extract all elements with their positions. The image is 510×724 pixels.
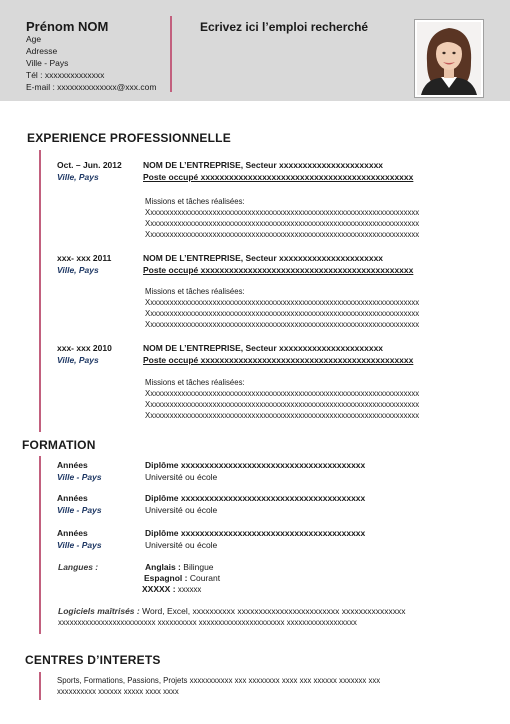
- experience-mission-line: Xxxxxxxxxxxxxxxxxxxxxxxxxxxxxxxxxxxxxxxxxxxxxxxxxxxxxxxxxxxxxxxxxxxxxx: [145, 400, 420, 409]
- formation-years: Années: [57, 493, 88, 503]
- software-label: Logiciels maîtrisés :: [58, 606, 140, 616]
- language-item: [144, 573, 220, 584]
- formation-years: Années: [57, 460, 88, 470]
- formation-diploma: Diplôme xxxxxxxxxxxxxxxxxxxxxxxxxxxxxxxxxxxxxxx: [145, 493, 366, 503]
- experience-accent-bar: [39, 150, 41, 432]
- formation-school: Université ou école: [145, 472, 218, 482]
- candidate-email: E-mail : xxxxxxxxxxxxxx@xxx.com: [26, 82, 157, 92]
- language-name: Anglais :: [145, 562, 181, 572]
- experience-location: Ville, Pays: [57, 265, 99, 275]
- interests-line: xxxxxxxxxx xxxxxx xxxxx xxxx xxxx: [57, 687, 179, 696]
- formation-school: Université ou école: [145, 505, 218, 515]
- candidate-phone: Tél : xxxxxxxxxxxxxx: [26, 70, 105, 80]
- interests-line: Sports, Formations, Passions, Projets xxxxxxxxxxx xxx xxxxxxxx xxxx xxx xxxxxx xxxxxxx xxx: [57, 676, 381, 685]
- profile-photo: [414, 19, 484, 98]
- software-list-continued: xxxxxxxxxxxxxxxxxxxxxxxxx xxxxxxxxxx xxxxxxxxxxxxxxxxxxxxxx xxxxxxxxxxxxxxxxxx: [58, 618, 357, 627]
- language-item: [142, 584, 201, 595]
- job-title: Ecrivez ici l’emploi recherché: [200, 20, 369, 34]
- candidate-name: Prénom NOM: [26, 19, 109, 34]
- language-level: Bilingue: [183, 562, 214, 572]
- formation-years: Années: [57, 528, 88, 538]
- interests-section-title: CENTRES D’INTERETS: [25, 653, 161, 667]
- experience-position: Poste occupé xxxxxxxxxxxxxxxxxxxxxxxxxxxxxxxxxxxxxxxxxxxxx: [143, 172, 414, 182]
- experience-missions-label: Missions et tâches réalisées:: [145, 197, 245, 206]
- language-item: [145, 562, 214, 573]
- header-band: [0, 0, 510, 101]
- experience-mission-line: Xxxxxxxxxxxxxxxxxxxxxxxxxxxxxxxxxxxxxxxxxxxxxxxxxxxxxxxxxxxxxxxxxxxxxx: [145, 219, 420, 228]
- formation-diploma: Diplôme xxxxxxxxxxxxxxxxxxxxxxxxxxxxxxxxxxxxxxx: [145, 528, 366, 538]
- software-line: [58, 606, 405, 617]
- experience-date: xxx- xxx 2010: [57, 343, 112, 353]
- experience-missions-label: Missions et tâches réalisées:: [145, 378, 245, 387]
- interests-accent-bar: [39, 672, 41, 700]
- languages-label: Langues :: [58, 562, 99, 572]
- language-level: Courant: [189, 573, 221, 583]
- software-list: Word, Excel, xxxxxxxxxx xxxxxxxxxxxxxxxxxxxxxxxx xxxxxxxxxxxxxxx: [142, 606, 406, 616]
- language-name: Espagnol :: [144, 573, 188, 583]
- formation-location: Ville - Pays: [57, 540, 102, 550]
- formation-diploma: Diplôme xxxxxxxxxxxxxxxxxxxxxxxxxxxxxxxxxxxxxxx: [145, 460, 366, 470]
- language-name: XXXXX :: [142, 584, 176, 594]
- experience-mission-line: Xxxxxxxxxxxxxxxxxxxxxxxxxxxxxxxxxxxxxxxxxxxxxxxxxxxxxxxxxxxxxxxxxxxxxx: [145, 320, 420, 329]
- experience-mission-line: Xxxxxxxxxxxxxxxxxxxxxxxxxxxxxxxxxxxxxxxxxxxxxxxxxxxxxxxxxxxxxxxxxxxxxx: [145, 411, 420, 420]
- language-level: xxxxxx: [177, 585, 202, 594]
- experience-company: NOM DE L’ENTREPRISE, Secteur xxxxxxxxxxxxxxxxxxxxxx: [143, 160, 384, 170]
- experience-date: xxx- xxx 2011: [57, 253, 112, 263]
- experience-date: Oct. – Jun. 2012: [57, 160, 122, 170]
- experience-mission-line: Xxxxxxxxxxxxxxxxxxxxxxxxxxxxxxxxxxxxxxxxxxxxxxxxxxxxxxxxxxxxxxxxxxxxxx: [145, 208, 420, 217]
- formation-location: Ville - Pays: [57, 505, 102, 515]
- header-divider: [170, 16, 172, 92]
- experience-position: Poste occupé xxxxxxxxxxxxxxxxxxxxxxxxxxxxxxxxxxxxxxxxxxxxx: [143, 355, 414, 365]
- experience-mission-line: Xxxxxxxxxxxxxxxxxxxxxxxxxxxxxxxxxxxxxxxxxxxxxxxxxxxxxxxxxxxxxxxxxxxxxx: [145, 298, 420, 307]
- experience-location: Ville, Pays: [57, 355, 99, 365]
- experience-mission-line: Xxxxxxxxxxxxxxxxxxxxxxxxxxxxxxxxxxxxxxxxxxxxxxxxxxxxxxxxxxxxxxxxxxxxxx: [145, 230, 420, 239]
- formation-location: Ville - Pays: [57, 472, 102, 482]
- portrait-image: [417, 22, 481, 95]
- experience-mission-line: Xxxxxxxxxxxxxxxxxxxxxxxxxxxxxxxxxxxxxxxxxxxxxxxxxxxxxxxxxxxxxxxxxxxxxx: [145, 309, 420, 318]
- formation-section-title: FORMATION: [22, 438, 96, 452]
- formation-accent-bar: [39, 456, 41, 634]
- experience-company: NOM DE L’ENTREPRISE, Secteur xxxxxxxxxxxxxxxxxxxxxx: [143, 343, 384, 353]
- experience-position: Poste occupé xxxxxxxxxxxxxxxxxxxxxxxxxxxxxxxxxxxxxxxxxxxxx: [143, 265, 414, 275]
- candidate-age: Age: [26, 34, 42, 44]
- experience-missions-label: Missions et tâches réalisées:: [145, 287, 245, 296]
- formation-school: Université ou école: [145, 540, 218, 550]
- experience-mission-line: Xxxxxxxxxxxxxxxxxxxxxxxxxxxxxxxxxxxxxxxxxxxxxxxxxxxxxxxxxxxxxxxxxxxxxx: [145, 389, 420, 398]
- candidate-address: Adresse: [26, 46, 58, 56]
- experience-location: Ville, Pays: [57, 172, 99, 182]
- experience-company: NOM DE L’ENTREPRISE, Secteur xxxxxxxxxxxxxxxxxxxxxx: [143, 253, 384, 263]
- candidate-city: Ville - Pays: [26, 58, 69, 68]
- experience-section-title: EXPERIENCE PROFESSIONNELLE: [27, 131, 231, 145]
